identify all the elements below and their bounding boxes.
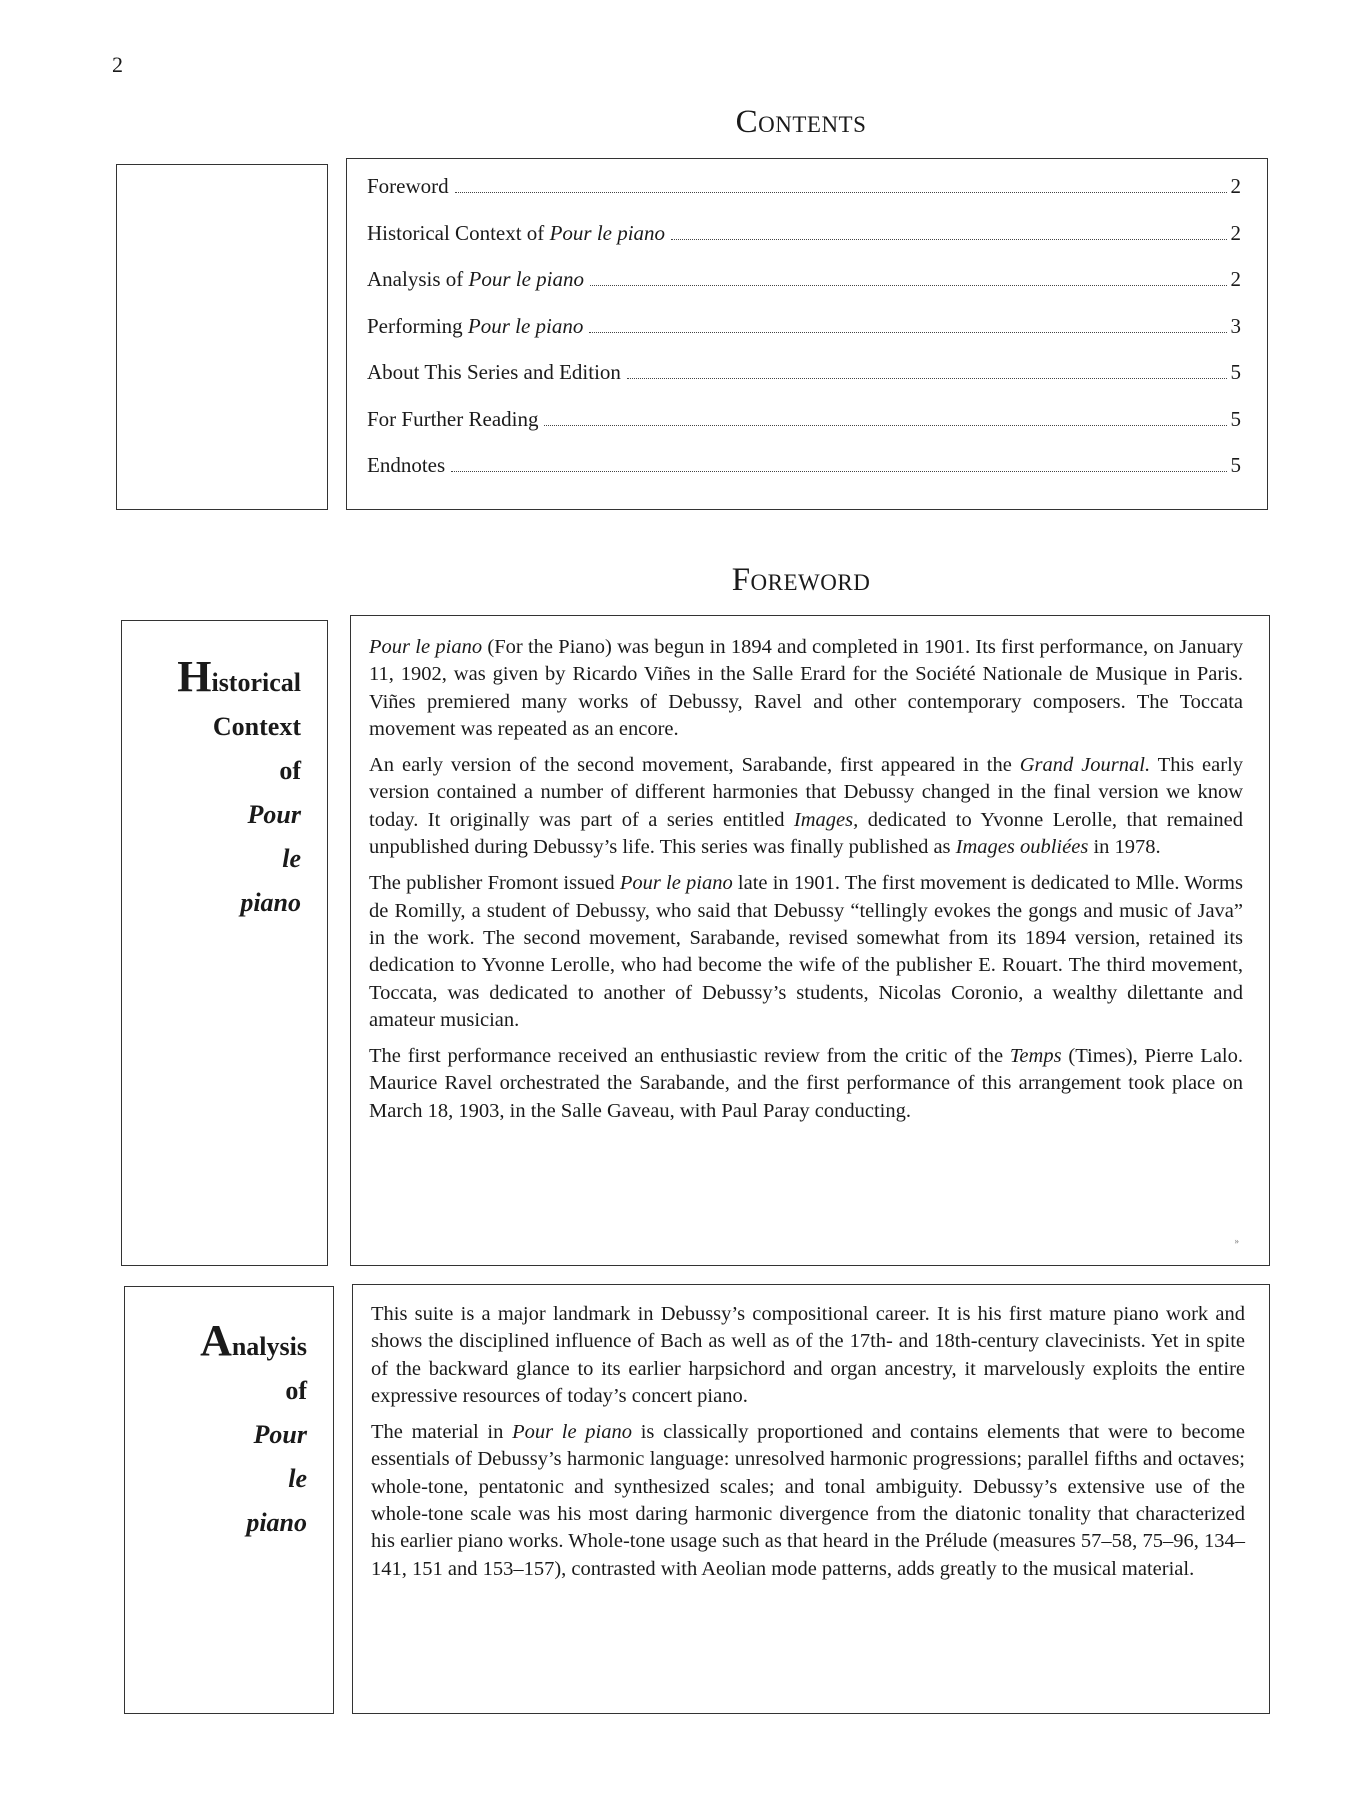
analysis-heading-box xyxy=(124,1286,334,1714)
toc-item-label: Performing Pour le piano xyxy=(367,313,584,338)
historical-heading-box xyxy=(121,620,328,1266)
toc-dot-leader xyxy=(671,239,1226,240)
contents-title: Contents xyxy=(735,104,867,140)
toc-item-page: 5 xyxy=(1230,406,1241,431)
analysis-heading-line1: Analysis xyxy=(200,1316,307,1365)
toc-item[interactable] xyxy=(367,221,1241,268)
toc-dot-leader xyxy=(451,471,1226,472)
toc-item[interactable] xyxy=(367,407,1241,454)
analysis-heading-line3: Pour xyxy=(253,1420,307,1449)
stray-mark: » xyxy=(1234,1235,1239,1246)
toc-item-label: Historical Context of Pour le piano xyxy=(367,220,666,245)
historical-heading-line2: Context xyxy=(212,712,301,741)
toc-item-label: Endnotes xyxy=(367,453,446,477)
toc-item-page: 5 xyxy=(1230,360,1241,384)
toc-item[interactable] xyxy=(367,314,1241,361)
toc-item-page: 5 xyxy=(1230,453,1241,477)
historical-heading-line1: Historical xyxy=(177,652,301,701)
analysis-paragraph-1: This suite is a major landmark in Debussy’s compositional career. It is his first mature piano work and shows the disciplined influence of Bach as well as of the 17th- and 18th-century clavecinists. Yet in spite of the backward glance to its earlier harpsichord and organ ancestry, it marvelously exploits the entire expressive resources of today’s concert piano. xyxy=(371,1303,1245,1407)
historical-paragraph-1: Pour le piano (For the Piano) was begun in 1894 and completed in 1901. Its first performance, on January 11, 1902, was given by Ricardo Viñes in the Salle Erard for the Société Nationale de Musique in Paris. Viñes premiered many works of Debussy, Ravel and other contemporary composers. The Toccata movement was repeated as an encore. xyxy=(369,636,1243,740)
toc-dot-leader xyxy=(589,332,1226,333)
toc-item[interactable] xyxy=(367,453,1241,500)
page-number: 2 xyxy=(112,52,123,77)
analysis-body-box xyxy=(352,1284,1270,1714)
analysis-heading-line4: le xyxy=(288,1464,307,1493)
historical-heading-line3: of xyxy=(279,756,301,785)
toc-item-page: 3 xyxy=(1230,313,1241,338)
toc-item-label: Analysis of Pour le piano xyxy=(367,267,584,291)
analysis-heading-line2: of xyxy=(285,1376,307,1405)
historical-heading-line5: le xyxy=(282,844,301,873)
toc-dot-leader xyxy=(455,192,1227,193)
foreword-title: Foreword xyxy=(731,562,871,598)
historical-paragraph-3: The publisher Fromont issued Pour le piano late in 1901. The first movement is dedicated to Mlle. Worms de Romilly, a student of Debussy, who said that Debussy “tellingly evokes the gongs and music of Java” in the work. The second movement, Sarabande, revised somewhat from its 1894 version, retained its dedication to Yvonne Lerolle, who had become the wife of the publisher E. Rouart. The third movement, Toccata, was dedicated to another of Debussy’s students, Nicolas Coronio, a wealthy dilettante and amateur musician. xyxy=(369,872,1243,1031)
toc-item-page: 2 xyxy=(1230,220,1241,245)
analysis-heading-line5: piano xyxy=(246,1508,307,1537)
analysis-paragraph-2: The material in Pour le piano is classically proportioned and contains elements that were to become essentials of Debussy’s harmonic language: unresolved harmonic progressions; parallel fifths and octaves; whole-tone, pentatonic and synthesized scales; and tonal ambiguity. Debussy’s extensive use of the whole-tone scale was his most daring harmonic divergence from the diatonic tonality that characterized his earlier piano works. Whole-tone usage such as that heard in the Prélude (measures 57–58, 75–96, 134–141, 151 and 153–157), contrasted with Aeolian mode patterns, adds greatly to the musical material. xyxy=(371,1421,1246,1580)
toc-item-page: 2 xyxy=(1230,267,1241,291)
contents-box xyxy=(346,158,1268,510)
toc-list xyxy=(367,174,1241,500)
historical-body-box xyxy=(350,615,1270,1266)
toc-dot-leader xyxy=(627,378,1227,379)
toc-item-label: For Further Reading xyxy=(367,406,539,431)
historical-paragraph-2: An early version of the second movement, Sarabande, first appeared in the Grand Journal. This early version contained a number of different harmonies that Debussy changed in the final version we know today. It originally was part of a series entitled Images, dedicated to Yvonne Lerolle, that remained unpublished during Debussy’s life. This series was finally published as Images oubliées in 1978. xyxy=(369,754,1244,859)
historical-heading-line6: piano xyxy=(240,888,301,917)
toc-dot-leader xyxy=(590,285,1227,286)
contents-side-box xyxy=(116,164,328,510)
historical-paragraph-4: The first performance received an enthusiastic review from the critic of the Temps (Times), Pierre Lalo. Maurice Ravel orchestrated the Sarabande, and the first performance of this arrangement took place on March 18, 1903, in the Salle Gaveau, with Paul Paray conducting. xyxy=(369,1045,1243,1122)
toc-dot-leader xyxy=(544,425,1226,426)
toc-item[interactable] xyxy=(367,174,1241,221)
toc-item-label: Foreword xyxy=(367,174,449,198)
toc-item-label: About This Series and Edition xyxy=(367,360,621,384)
toc-item[interactable] xyxy=(367,360,1241,407)
toc-item[interactable] xyxy=(367,267,1241,314)
historical-heading-line4: Pour xyxy=(247,800,301,829)
toc-item-page: 2 xyxy=(1230,174,1241,198)
